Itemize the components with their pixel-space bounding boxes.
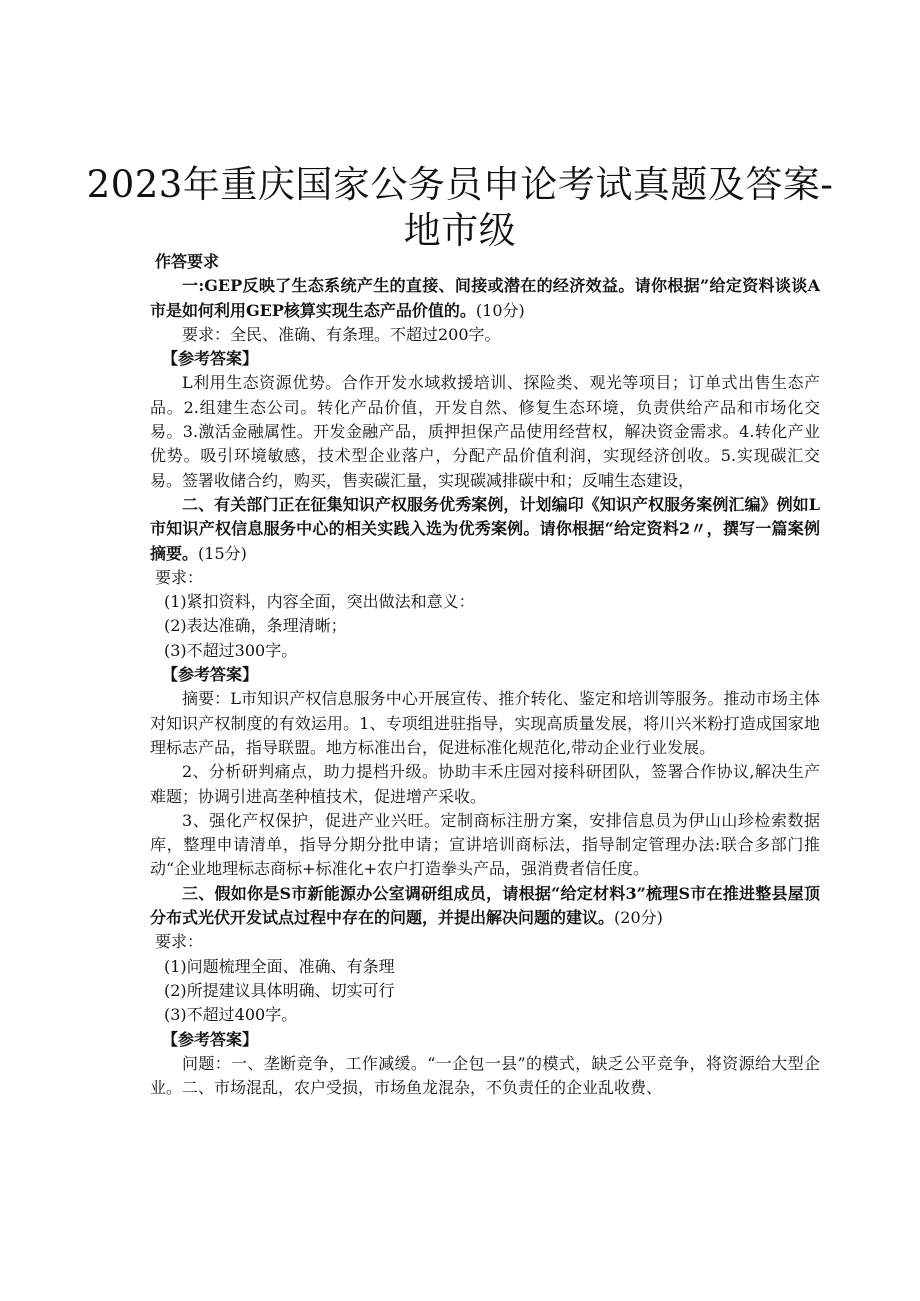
question-2-answer-paragraph: 2、分析研判痛点，助力提档升级。协助丰禾庄园对接科研团队，签署合作协议,解决生产难题；协调引进高垄种植技术，促进增产采收。 xyxy=(150,762,820,806)
question-1-requirement: 要求：全民、准确、有条理。不超过200字。 xyxy=(182,324,501,344)
question-3-requirement-item: (1)问题梳理全面、准确、有条理 xyxy=(164,956,395,976)
question-2-answer-paragraph: 3、强化产权保护，促进产业兴旺。定制商标注册方案，安排信息员为伊山山珍检索数据库，整理申请清单，指导分期分批申请；宣讲培训商标法，指导制定管理办法:联合多部门推动“企业地理标志商标+标准化+农户打造拳头产品，强消费者信任度。 xyxy=(150,810,820,879)
question-3-requirement-item: (3)不超过400字。 xyxy=(164,1005,298,1025)
question-3-requirement-item: (2)所提建议具体明确、切实可行 xyxy=(164,980,395,1000)
question-2 xyxy=(150,493,820,566)
question-2-requirement-label: 要求： xyxy=(155,567,204,587)
question-3-answer: 问题：一、垄断竞争，工作减缓。“一企包一县”的模式，缺乏公平竞争，将资源给大型企业。二、市场混乱，农户受损，市场鱼龙混杂，不负责任的企业乱收费、 xyxy=(150,1053,820,1098)
question-2-answer-paragraph: 摘要：L市知识产权信息服务中心开展宣传、推介转化、鉴定和培训等服务。推动市场主体对知识产权制度的有效运用。1、专项组进驻指导，实现高质量发展，将川兴米粉打造成国家地理标志产品，指导联盟。地方标准出台，促进标准化规范化,带动企业行业发展。 xyxy=(150,689,820,757)
question-3-requirement-label: 要求： xyxy=(155,932,204,952)
question-3 xyxy=(150,882,820,931)
section-label: 作答要求 xyxy=(155,252,220,271)
document-title xyxy=(0,162,920,254)
question-3-score: (20分) xyxy=(614,908,663,928)
question-1-answer-label: 【参考答案】 xyxy=(162,349,259,369)
document-body xyxy=(150,250,820,1100)
title-line-2: 地市级 xyxy=(403,209,517,252)
question-1 xyxy=(150,274,820,323)
question-2-requirement-item: (1)紧扣资料，内容全面，突出做法和意义： xyxy=(164,592,475,612)
question-2-text: 二、有关部门正在征集知识产权服务优秀案例，计划编印《知识产权服务案例汇编》例如L市知识产权信息服务中心的相关实践入选为优秀案例。请你根据“给定资料2〃，撰写一篇案例摘要。 xyxy=(150,494,820,563)
title-line-1: 2023年重庆国家公务员申论考试真题及答案- xyxy=(86,163,834,206)
question-2-requirement-item: (3)不超过300字。 xyxy=(164,640,298,660)
question-2-requirement-item: (2)表达准确，条理清晰； xyxy=(164,616,347,636)
question-3-text: 三、假如你是S市新能源办公室调研组成员，请根据“给定材料3”梳理S市在推进整县屋顶分布式光伏开发试点过程中存在的问题，并提出解决问题的建议。 xyxy=(150,883,820,928)
question-1-text: 一:GEP反映了生态系统产生的直接、间接或潜在的经济效益。请你根据”给定资料谈谈A市是如何利用GEP核算实现生态产品价值的。 xyxy=(150,276,820,320)
question-2-score: (15分) xyxy=(198,543,247,563)
question-3-answer-label: 【参考答案】 xyxy=(162,1029,259,1049)
question-2-answer-label: 【参考答案】 xyxy=(162,665,259,685)
question-1-score: (10分) xyxy=(475,300,525,320)
question-1-answer: L利用生态资源优势。合作开发水域救援培训、探险类、观光等项目；订单式出售生态产品。2.组建生态公司。转化产品价值，开发自然、修复生态环境，负责供给产品和市场化交易。3.激活金融属性。开发金融产品，质押担保产品使用经营权，解决资金需求。4.转化产业优势。吸引环境敏感，技术型企业落户，分配产品价值利润，实现经济创收。5.实现碳汇交易。签署收储合约，购买，售卖碳汇量，实现碳减排碳中和；反哺生态建设， xyxy=(150,373,820,490)
